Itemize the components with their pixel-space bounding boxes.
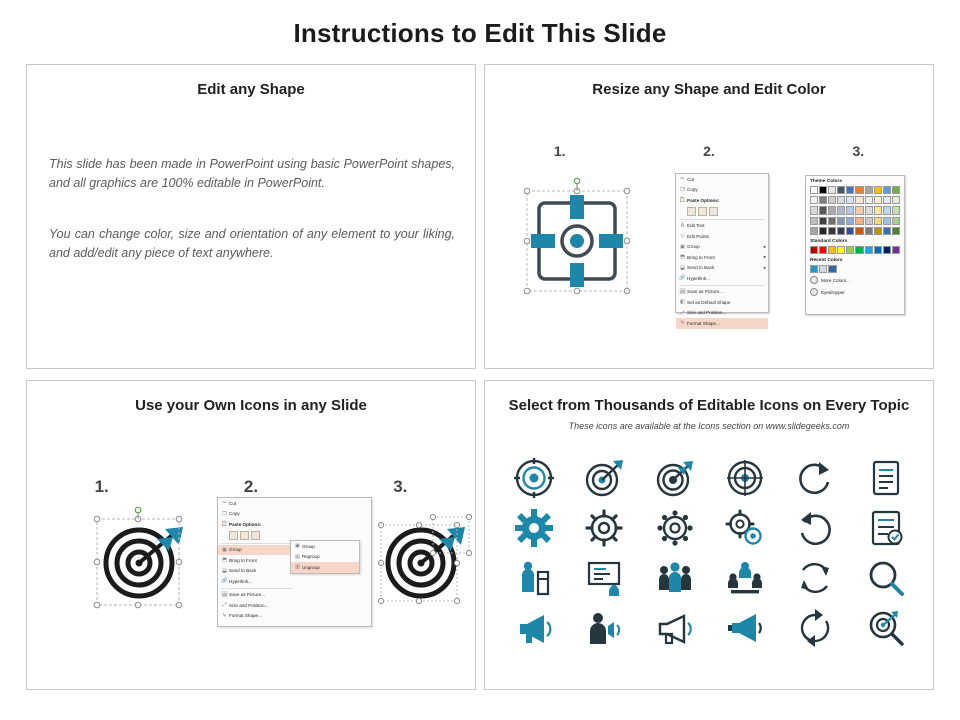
color-swatch[interactable]	[874, 227, 882, 235]
icon-gear-outline[interactable]	[582, 506, 626, 550]
standard-color-row[interactable]	[806, 245, 904, 255]
more-colors-label: More Colors...	[821, 277, 850, 283]
ungroup-icon: ▥	[295, 564, 300, 571]
icon-target-dart[interactable]	[653, 456, 697, 500]
color-swatch[interactable]	[810, 265, 818, 273]
theme-color-row-1[interactable]	[806, 185, 904, 195]
menu-item-label: Save as Picture...	[687, 289, 724, 295]
menu-item-label: Hyperlink...	[687, 275, 710, 281]
text-icon: A	[680, 222, 685, 229]
panel-title-resize-shape: Resize any Shape and Edit Color	[592, 81, 826, 98]
color-swatch[interactable]	[892, 196, 900, 204]
group-icon: ▣	[295, 543, 300, 550]
group-icon: ▣	[680, 243, 685, 250]
resize-step-1: 1.	[553, 143, 566, 159]
target-dart-icon	[67, 505, 207, 620]
refresh-clockwise-icon	[795, 458, 835, 498]
megaphone-outline-icon	[655, 608, 695, 648]
color-swatch[interactable]	[874, 217, 882, 225]
scissors-icon: ✂	[680, 176, 685, 183]
color-swatch[interactable]	[819, 246, 827, 254]
icon-megaphone[interactable]	[512, 606, 556, 650]
color-swatch[interactable]	[892, 186, 900, 194]
color-swatch[interactable]	[810, 206, 818, 214]
scissors-icon: ✂	[222, 500, 227, 507]
color-swatch[interactable]	[810, 196, 818, 204]
person-podium-icon	[514, 558, 554, 598]
default-shape-icon: ◧	[680, 299, 685, 306]
menu-item-label: Cut	[229, 500, 237, 506]
color-swatch[interactable]	[828, 206, 836, 214]
color-swatch[interactable]	[846, 246, 854, 254]
magnifier-icon	[866, 558, 906, 598]
menu-item-label: Send to Back	[229, 568, 257, 574]
submenu-item-ungroup[interactable]	[291, 562, 359, 573]
icon-person-speaking[interactable]	[582, 606, 626, 650]
color-swatch[interactable]	[874, 206, 882, 214]
color-swatch[interactable]	[846, 227, 854, 235]
menu-item-size-and-position[interactable]	[218, 600, 296, 611]
color-swatch[interactable]	[874, 246, 882, 254]
icon-checklist[interactable]	[864, 506, 908, 550]
color-swatch[interactable]	[865, 227, 873, 235]
color-swatch[interactable]	[837, 246, 845, 254]
send-back-icon: ⬓	[680, 264, 685, 271]
target-arrow-icon	[584, 458, 624, 498]
panel-use-own-icons	[26, 380, 476, 690]
color-swatch[interactable]	[883, 186, 891, 194]
color-swatch[interactable]	[855, 227, 863, 235]
resize-step-2: 2.	[703, 143, 715, 159]
own-icons-step-labels	[27, 477, 475, 497]
color-swatch[interactable]	[892, 206, 900, 214]
color-swatch[interactable]	[810, 227, 818, 235]
color-swatch[interactable]	[810, 217, 818, 225]
gear-outline-icon	[584, 508, 624, 548]
color-swatch[interactable]	[874, 196, 882, 204]
bring-front-icon: ⬒	[680, 254, 685, 261]
gears-pair-icon	[725, 508, 765, 548]
icon-presentation-person[interactable]	[582, 556, 626, 600]
menu-divider	[221, 588, 293, 589]
menu-divider	[679, 219, 765, 220]
menu-item-group[interactable]	[676, 242, 768, 253]
target-crosshair-icon	[725, 458, 765, 498]
eyedropper-button[interactable]	[806, 286, 904, 298]
icon-document-list[interactable]	[864, 456, 908, 500]
menu-item-paste-options[interactable]	[676, 195, 768, 206]
points-icon: ◇	[680, 233, 685, 240]
color-swatch[interactable]	[819, 206, 827, 214]
menu-item-edit-text[interactable]	[676, 221, 768, 232]
panel-edit-any-shape	[26, 64, 476, 369]
menu-item-copy[interactable]	[676, 185, 768, 196]
color-swatch[interactable]	[837, 217, 845, 225]
sync-arrows-icon	[795, 558, 835, 598]
target-search-icon	[866, 608, 906, 648]
group-people-icon	[655, 558, 695, 598]
icon-recycle-arrows[interactable]	[793, 606, 837, 650]
picture-icon: 🖼	[221, 591, 228, 598]
target-icon-selected[interactable]	[67, 505, 207, 620]
menu-item-save-as-picture[interactable]	[218, 590, 296, 601]
paste-icon: 📋	[221, 521, 228, 528]
color-swatch[interactable]	[828, 196, 836, 204]
icon-target-search[interactable]	[864, 606, 908, 650]
presentation-person-icon	[584, 558, 624, 598]
menu-item-label: Bring to Front	[687, 254, 715, 260]
target-dart-icon	[655, 458, 695, 498]
theme-color-row-4[interactable]	[806, 216, 904, 226]
shape-with-resize-handles[interactable]	[517, 177, 637, 307]
megaphone-icon	[514, 608, 554, 648]
color-swatch[interactable]	[819, 186, 827, 194]
color-swatch[interactable]	[865, 186, 873, 194]
eyedropper-icon	[810, 288, 818, 296]
color-swatch[interactable]	[865, 206, 873, 214]
menu-item-format-shape[interactable]	[676, 318, 768, 329]
theme-color-row-5[interactable]	[806, 226, 904, 236]
standard-colors-label: Standard Colors	[810, 238, 848, 244]
icon-refresh-arrow[interactable]	[793, 506, 837, 550]
icon-sync-arrows[interactable]	[793, 556, 837, 600]
person-speaking-icon	[584, 608, 624, 648]
more-colors-button[interactable]	[806, 274, 904, 286]
color-swatch[interactable]	[855, 246, 863, 254]
icon-refresh-clockwise[interactable]	[793, 456, 837, 500]
menu-divider	[679, 285, 765, 286]
menu-item-label: Set as Default Shape	[687, 299, 731, 305]
color-swatch[interactable]	[855, 217, 863, 225]
edit-shape-paragraph-1: This slide has been made in PowerPoint using basic PowerPoint shapes, and all graphics are 100% editable in PowerPoint.	[49, 157, 455, 191]
checklist-icon	[866, 508, 906, 548]
color-swatch[interactable]	[892, 246, 900, 254]
chevron-right-icon: ▸	[763, 243, 766, 249]
color-swatch[interactable]	[855, 206, 863, 214]
menu-item-paste-options[interactable]	[218, 519, 296, 530]
color-swatch[interactable]	[810, 186, 818, 194]
refresh-arrow-icon	[795, 508, 835, 548]
menu-item-edit-points[interactable]	[676, 231, 768, 242]
panel-title-edit-shape: Edit any Shape	[197, 81, 305, 98]
color-swatch[interactable]	[837, 186, 845, 194]
recycle-arrows-icon	[795, 608, 835, 648]
color-swatch[interactable]	[883, 196, 891, 204]
shape-context-menu[interactable]	[675, 173, 769, 327]
color-swatch[interactable]	[865, 196, 873, 204]
menu-item-send-to-back[interactable]	[676, 263, 768, 274]
color-picker-panel[interactable]	[805, 175, 905, 315]
color-swatch[interactable]	[828, 246, 836, 254]
menu-item-save-as-picture[interactable]	[676, 287, 768, 298]
menu-divider	[221, 543, 293, 544]
icon-gear-solid[interactable]	[512, 506, 556, 550]
menu-item-cut[interactable]	[676, 174, 768, 185]
icon-context-menu[interactable]	[217, 497, 372, 627]
menu-item-set-default-shape[interactable]	[676, 297, 768, 308]
paste-option-buttons[interactable]	[218, 530, 296, 542]
panel-subtitle-select-icons: These icons are available at the Icons section on www.slidegeeks.com	[568, 421, 850, 431]
size-position-icon: ⤢	[222, 602, 227, 609]
color-swatch[interactable]	[846, 206, 854, 214]
editable-shape-icon	[517, 177, 637, 307]
color-swatch[interactable]	[828, 265, 836, 273]
icon-megaphone-filled[interactable]	[723, 606, 767, 650]
icon-team-meeting[interactable]	[723, 556, 767, 600]
send-back-icon: ⬓	[222, 567, 227, 574]
icon-group-people[interactable]	[653, 556, 697, 600]
color-swatch[interactable]	[828, 227, 836, 235]
copy-icon: ❐	[222, 510, 227, 517]
icon-gears-pair[interactable]	[723, 506, 767, 550]
submenu-item-label: Group	[302, 543, 315, 549]
panel-select-icons	[484, 380, 934, 690]
format-shape-icon: ✎	[680, 320, 685, 327]
paste-icon: 📋	[679, 197, 686, 204]
link-icon: 🔗	[679, 275, 686, 282]
size-position-icon: ⤢	[680, 309, 685, 316]
color-swatch[interactable]	[819, 265, 827, 273]
color-swatch[interactable]	[819, 217, 827, 225]
menu-item-label: Size and Position...	[687, 310, 727, 316]
color-swatch[interactable]	[883, 246, 891, 254]
theme-color-row-2[interactable]	[806, 195, 904, 205]
menu-item-label: Paste Options:	[229, 521, 262, 527]
submenu-item-group[interactable]	[291, 541, 359, 552]
menu-item-label: Size and Position...	[229, 602, 269, 608]
theme-colors-label: Theme Colors	[810, 179, 842, 184]
menu-item-send-to-back[interactable]	[218, 566, 296, 577]
chevron-right-icon: ▸	[763, 254, 766, 260]
menu-item-label: Bring to Front	[229, 557, 257, 563]
paste-option-buttons[interactable]	[676, 206, 768, 218]
menu-item-label: Send to Back	[687, 265, 715, 271]
menu-item-label: Format Shape...	[687, 320, 720, 326]
submenu-item-label: Regroup	[302, 554, 320, 560]
submenu-item-label: Ungroup	[302, 564, 320, 570]
menu-item-bring-to-front[interactable]	[676, 252, 768, 263]
color-swatch[interactable]	[828, 217, 836, 225]
color-swatch[interactable]	[837, 196, 845, 204]
menu-item-label: Format Shape...	[229, 613, 262, 619]
panel-resize-any-shape	[484, 64, 934, 369]
color-swatch[interactable]	[810, 246, 818, 254]
format-shape-icon: ✎	[222, 612, 227, 619]
menu-item-label: Group	[229, 547, 242, 553]
menu-item-size-and-position[interactable]	[676, 308, 768, 319]
resize-step-3: 3.	[852, 143, 865, 159]
picture-icon: 🖼	[679, 288, 686, 295]
palette-icon	[810, 276, 818, 284]
color-swatch[interactable]	[855, 196, 863, 204]
panel-title-own-icons: Use your Own Icons in any Slide	[135, 397, 367, 414]
menu-item-hyperlink[interactable]	[218, 576, 296, 587]
menu-item-label: Hyperlink...	[229, 578, 252, 584]
color-swatch[interactable]	[837, 206, 845, 214]
chevron-right-icon: ▸	[763, 264, 766, 270]
icon-library-grid	[499, 453, 921, 653]
link-icon: 🔗	[221, 578, 228, 585]
bring-front-icon: ⬒	[222, 557, 227, 564]
color-swatch[interactable]	[883, 217, 891, 225]
menu-item-label: Paste Options:	[687, 197, 720, 203]
color-swatch[interactable]	[865, 217, 873, 225]
target-dart-icon	[357, 505, 487, 620]
icon-gear-dotted[interactable]	[653, 506, 697, 550]
icon-target-circle[interactable]	[512, 456, 556, 500]
icon-person-podium[interactable]	[512, 556, 556, 600]
target-circle-icon	[514, 458, 554, 498]
color-swatch[interactable]	[865, 246, 873, 254]
menu-item-label: Save as Picture...	[229, 592, 266, 598]
icon-target-crosshair[interactable]	[723, 456, 767, 500]
icon-megaphone-outline[interactable]	[653, 606, 697, 650]
eyedropper-label: Eyedropper	[821, 289, 845, 295]
context-menu-items	[218, 498, 296, 621]
color-swatch[interactable]	[828, 186, 836, 194]
page-title: Instructions to Edit This Slide	[293, 18, 667, 48]
megaphone-filled-icon	[725, 608, 765, 648]
resize-step-labels	[485, 143, 933, 159]
menu-item-cut[interactable]	[218, 498, 296, 509]
color-swatch[interactable]	[819, 196, 827, 204]
color-swatch[interactable]	[883, 227, 891, 235]
color-swatch[interactable]	[846, 217, 854, 225]
color-swatch[interactable]	[892, 217, 900, 225]
menu-item-label: Edit Text	[687, 223, 705, 229]
color-swatch[interactable]	[892, 227, 900, 235]
color-swatch[interactable]	[846, 196, 854, 204]
panel-title-select-icons: Select from Thousands of Editable Icons on Every Topic	[508, 397, 910, 414]
menu-item-copy[interactable]	[218, 509, 296, 520]
icon-magnifier[interactable]	[864, 556, 908, 600]
recent-colors-label: Recent Colors	[810, 258, 843, 264]
color-swatch[interactable]	[874, 186, 882, 194]
color-swatch[interactable]	[846, 186, 854, 194]
regroup-icon: ▤	[295, 553, 300, 560]
icon-target-arrow[interactable]	[582, 456, 626, 500]
color-swatch[interactable]	[883, 206, 891, 214]
own-icons-step-3: 3.	[393, 477, 408, 496]
target-icon-ungrouped[interactable]	[357, 505, 487, 620]
copy-icon: ❐	[680, 186, 685, 193]
context-menu-items	[676, 174, 768, 329]
menu-item-label: Copy	[229, 511, 240, 517]
menu-item-label: Copy	[687, 187, 698, 193]
recent-color-row[interactable]	[806, 264, 904, 274]
own-icons-step-1: 1.	[94, 477, 109, 496]
theme-color-row-3[interactable]	[806, 205, 904, 215]
menu-item-label: Group	[687, 244, 700, 250]
menu-item-bring-to-front[interactable]	[218, 555, 296, 566]
menu-item-label: Cut	[687, 176, 695, 182]
submenu-item-regroup[interactable]	[291, 552, 359, 563]
document-list-icon	[866, 458, 906, 498]
team-meeting-icon	[725, 558, 765, 598]
gear-solid-icon	[514, 508, 554, 548]
menu-item-group[interactable]	[218, 545, 296, 556]
color-swatch[interactable]	[855, 186, 863, 194]
gear-dotted-icon	[655, 508, 695, 548]
own-icons-step-2: 2.	[243, 477, 259, 496]
group-submenu[interactable]	[290, 540, 360, 574]
menu-item-label: Edit Points	[687, 233, 709, 239]
color-swatch[interactable]	[819, 227, 827, 235]
group-icon: ▣	[222, 546, 227, 553]
menu-item-hyperlink[interactable]	[676, 273, 768, 284]
color-swatch[interactable]	[837, 227, 845, 235]
menu-item-format-shape[interactable]	[218, 611, 296, 622]
edit-shape-paragraph-2: You can change color, size and orientation of any element to your liking, and add/edit any piece of text anywhere.	[49, 227, 455, 261]
